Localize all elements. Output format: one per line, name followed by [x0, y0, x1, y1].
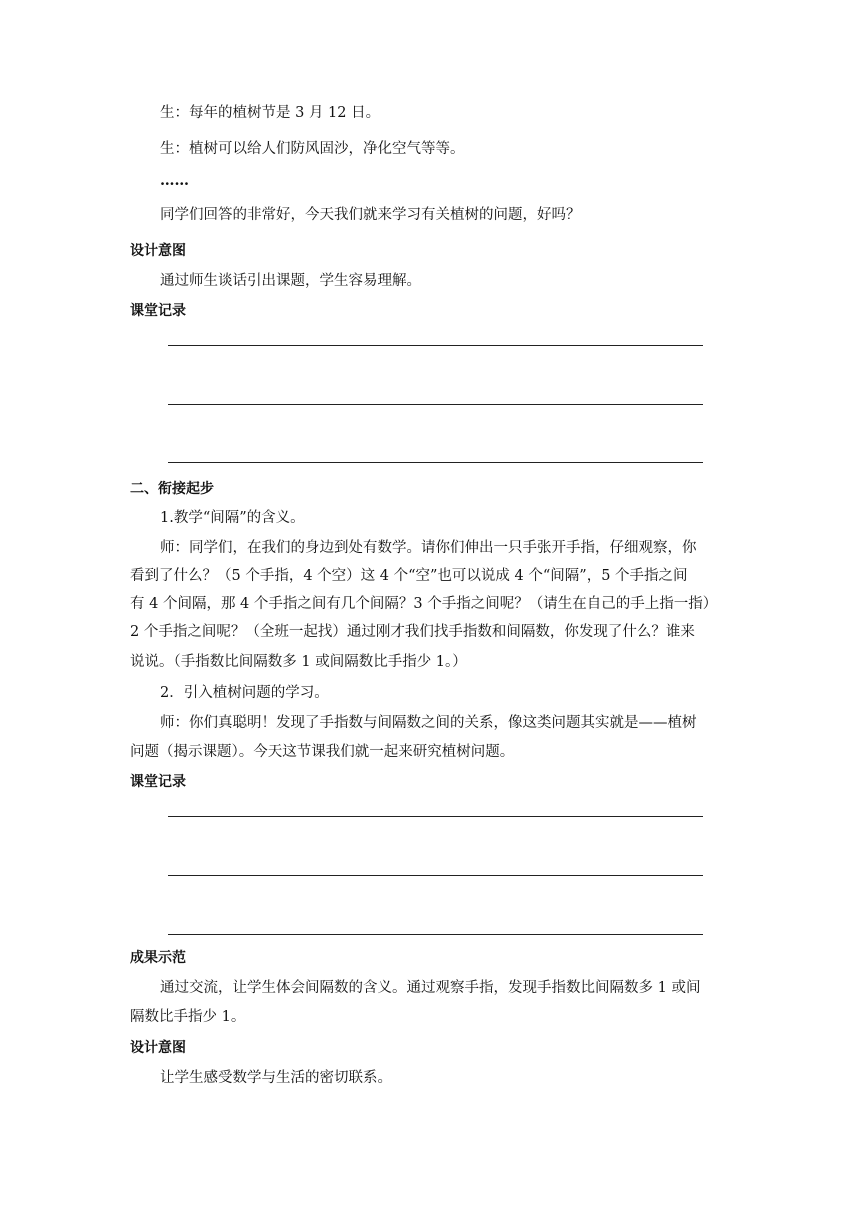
design-intent-text: 通过师生谈话引出课题，学生容易理解。 — [160, 273, 421, 289]
record-blank-line — [168, 462, 703, 463]
paragraph-line: 师：同学们，在我们的身边到处有数学。请你们伸出一只手张开手指，仔细观察，你 — [160, 540, 697, 556]
section-heading: 二、衔接起步 — [130, 481, 214, 497]
ellipsis: …… — [160, 172, 189, 189]
record-blank-line — [168, 875, 703, 876]
class-record-heading: 课堂记录 — [130, 303, 186, 319]
design-intent-heading: 设计意图 — [130, 243, 186, 259]
paragraph-line: 有 4 个间隔，那 4 个手指之间有几个间隔？3 个手指之间呢？（请生在自己的手上指一指） — [130, 596, 718, 612]
teacher-remark: 同学们回答的非常好，今天我们就来学习有关植树的问题，好吗？ — [160, 207, 581, 223]
paragraph-line: 说说。（手指数比间隔数多 1 或间隔数比手指少 1。） — [130, 654, 467, 670]
paragraph-line: 通过交流，让学生体会间隔数的含义。通过观察手指，发现手指数比间隔数多 1 或间 — [160, 980, 701, 996]
record-blank-line — [168, 345, 703, 346]
item-1-title: 1.教学“间隔”的含义。 — [160, 510, 305, 526]
item-2-title: 2．引入植树问题的学习。 — [160, 685, 329, 701]
result-demo-heading: 成果示范 — [130, 950, 186, 966]
record-blank-line — [168, 404, 703, 405]
student-answer-2: 生：植树可以给人们防风固沙，净化空气等等。 — [160, 141, 465, 157]
record-blank-line — [168, 816, 703, 817]
paragraph-line: 问题（揭示课题）。今天这节课我们就一起来研究植树问题。 — [130, 744, 515, 760]
student-answer-1: 生：每年的植树节是 3 月 12 日。 — [160, 105, 381, 121]
paragraph-line: 看到了什么？（5 个手指，4 个空）这 4 个“空”也可以说成 4 个“间隔”，5 个手指之间 — [130, 568, 688, 584]
class-record-heading: 课堂记录 — [130, 774, 186, 790]
design-intent-heading: 设计意图 — [130, 1040, 186, 1056]
design-intent-text: 让学生感受数学与生活的密切联系。 — [160, 1070, 392, 1086]
paragraph-line: 2 个手指之间呢？（全班一起找）通过刚才我们找手指数和间隔数，你发现了什么？谁来 — [130, 624, 695, 640]
paragraph-line: 隔数比手指少 1。 — [130, 1009, 246, 1025]
paragraph-line: 师：你们真聪明！发现了手指数与间隔数之间的关系，像这类问题其实就是——植树 — [160, 715, 697, 731]
record-blank-line — [168, 934, 703, 935]
